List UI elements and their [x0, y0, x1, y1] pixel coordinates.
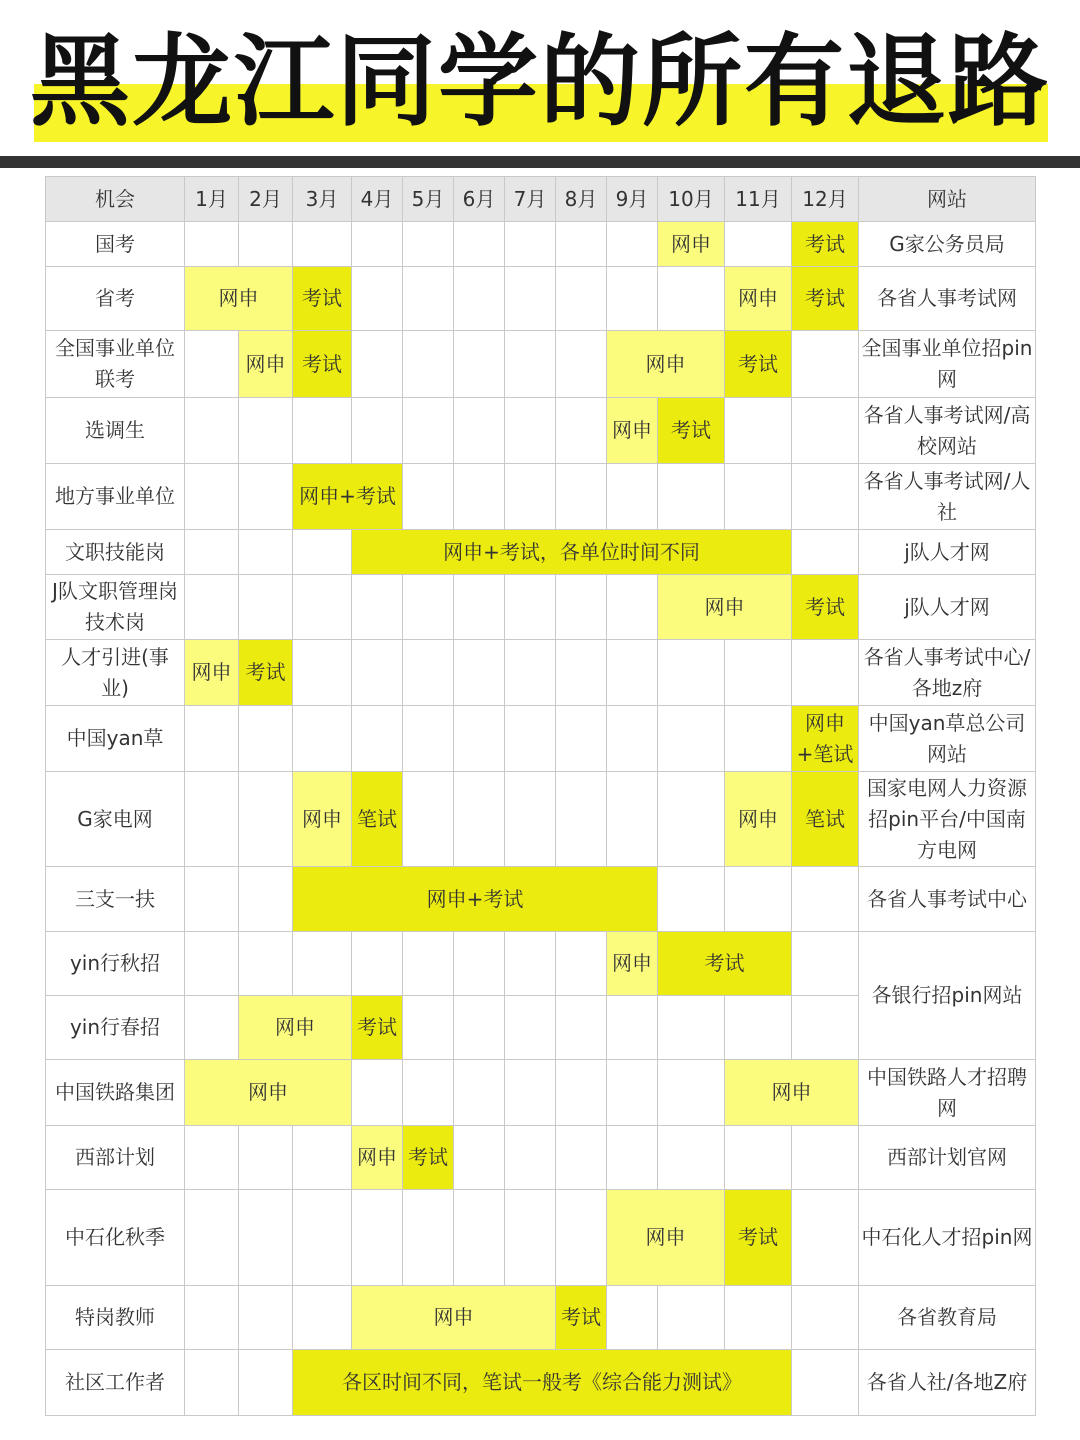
table-row: [46, 575, 1036, 640]
schedule-cell: 网申: [607, 932, 658, 996]
row-label: 人才引进(事业): [46, 640, 185, 706]
table-row: [46, 867, 1036, 932]
schedule-cell: 笔试: [352, 772, 403, 867]
site-cell: 各省人事考试网/高校网站: [859, 398, 1036, 464]
site-cell: 全国事业单位招pin网: [859, 331, 1036, 398]
site-cell: 国家电网人力资源招pin平台/中国南方电网: [859, 772, 1036, 867]
site-cell: 各省教育局: [859, 1286, 1036, 1350]
schedule-cell: 网申: [239, 996, 352, 1060]
table-row: [46, 1286, 1036, 1350]
site-cell: j队人才网: [859, 530, 1036, 575]
schedule-cell: 网申+考试: [293, 867, 658, 932]
row-label: 国考: [46, 222, 185, 267]
header-cell: 网站: [859, 177, 1036, 222]
site-cell: 西部计划官网: [859, 1126, 1036, 1190]
table-row: [46, 267, 1036, 331]
site-cell: 各省人事考试网/人社: [859, 464, 1036, 530]
site-cell: 各银行招pin网站: [859, 932, 1036, 1060]
title-divider: [0, 156, 1080, 168]
table-row: [46, 530, 1036, 575]
schedule-cell: 考试: [725, 331, 792, 398]
schedule-table: [45, 176, 1036, 1416]
schedule-cell: 考试: [792, 575, 859, 640]
site-cell: 各省人事考试中心/各地z府: [859, 640, 1036, 706]
header-cell: 12月: [792, 177, 859, 222]
schedule-cell: 考试: [293, 267, 352, 331]
table-row: [46, 1060, 1036, 1126]
table-row: [46, 1126, 1036, 1190]
row-label: yin行秋招: [46, 932, 185, 996]
header-cell: 3月: [293, 177, 352, 222]
table-row: [46, 1190, 1036, 1286]
row-label: 三支一扶: [46, 867, 185, 932]
schedule-cell: 网申: [185, 1060, 352, 1126]
header-cell: 9月: [607, 177, 658, 222]
site-cell: 各省人社/各地Z府: [859, 1350, 1036, 1416]
site-cell: 中国yan草总公司网站: [859, 706, 1036, 772]
header-cell: 11月: [725, 177, 792, 222]
header-cell: 5月: [403, 177, 454, 222]
schedule-cell: 网申: [607, 331, 725, 398]
header-cell: 10月: [658, 177, 725, 222]
row-label: 社区工作者: [46, 1350, 185, 1416]
row-label: 特岗教师: [46, 1286, 185, 1350]
header-cell: 6月: [454, 177, 505, 222]
table-row: [46, 222, 1036, 267]
row-label: yin行春招: [46, 996, 185, 1060]
header-cell: 8月: [556, 177, 607, 222]
table-row: [46, 398, 1036, 464]
schedule-cell: 网申: [725, 1060, 859, 1126]
schedule-cell: 考试: [792, 267, 859, 331]
schedule-cell: 网申: [352, 1286, 556, 1350]
site-cell: j队人才网: [859, 575, 1036, 640]
row-label: 省考: [46, 267, 185, 331]
site-cell: 中国铁路人才招聘网: [859, 1060, 1036, 1126]
table-row: [46, 706, 1036, 772]
header-cell: 4月: [352, 177, 403, 222]
schedule-cell: 考试: [725, 1190, 792, 1286]
row-label: G家电网: [46, 772, 185, 867]
schedule-cell: 考试: [792, 222, 859, 267]
schedule-cell: 网申: [293, 772, 352, 867]
page-title: 黑龙江同学的所有退路: [30, 23, 1050, 140]
schedule-cell: 考试: [556, 1286, 607, 1350]
schedule-cell: 网申: [185, 267, 293, 331]
schedule-cell: 网申: [725, 267, 792, 331]
schedule-cell: 笔试: [792, 772, 859, 867]
site-cell: 各省人事考试中心: [859, 867, 1036, 932]
table-header-row: [46, 177, 1036, 222]
schedule-cell: 网申+考试，各单位时间不同: [352, 530, 792, 575]
table-row: [46, 640, 1036, 706]
row-label: 地方事业单位: [46, 464, 185, 530]
schedule-cell: 网申: [607, 398, 658, 464]
header-cell: 7月: [505, 177, 556, 222]
schedule-cell: 网申: [658, 222, 725, 267]
schedule-cell: 网申: [725, 772, 792, 867]
row-label: 中石化秋季: [46, 1190, 185, 1286]
schedule-cell: 考试: [403, 1126, 454, 1190]
schedule-cell: 考试: [352, 996, 403, 1060]
schedule-cell: 考试: [239, 640, 293, 706]
schedule-cell: 网申: [607, 1190, 725, 1286]
header-cell: 1月: [185, 177, 239, 222]
schedule-cell: 网申: [185, 640, 239, 706]
row-label: 文职技能岗: [46, 530, 185, 575]
table-row: [46, 464, 1036, 530]
schedule-cell: 各区时间不同，笔试一般考《综合能力测试》: [293, 1350, 792, 1416]
site-cell: 各省人事考试网: [859, 267, 1036, 331]
title-banner: [0, 0, 1080, 160]
schedule-cell: 网申: [239, 331, 293, 398]
row-label: 选调生: [46, 398, 185, 464]
row-label: 中国yan草: [46, 706, 185, 772]
schedule-cell: 考试: [293, 331, 352, 398]
site-cell: G家公务员局: [859, 222, 1036, 267]
schedule-cell: 考试: [658, 398, 725, 464]
site-cell: 中石化人才招pin网: [859, 1190, 1036, 1286]
schedule-cell: 网申+考试: [293, 464, 403, 530]
table-row: [46, 1350, 1036, 1416]
table-row: [46, 932, 1036, 996]
schedule-cell: 网申: [658, 575, 792, 640]
row-label: 西部计划: [46, 1126, 185, 1190]
schedule-cell: 网申: [352, 1126, 403, 1190]
table-row: [46, 331, 1036, 398]
row-label: 全国事业单位联考: [46, 331, 185, 398]
header-cell: 机会: [46, 177, 185, 222]
row-label: J队文职管理岗技术岗: [46, 575, 185, 640]
header-cell: 2月: [239, 177, 293, 222]
schedule-cell: 网申+笔试: [792, 706, 859, 772]
table-row: [46, 772, 1036, 867]
schedule-cell: 考试: [658, 932, 792, 996]
row-label: 中国铁路集团: [46, 1060, 185, 1126]
